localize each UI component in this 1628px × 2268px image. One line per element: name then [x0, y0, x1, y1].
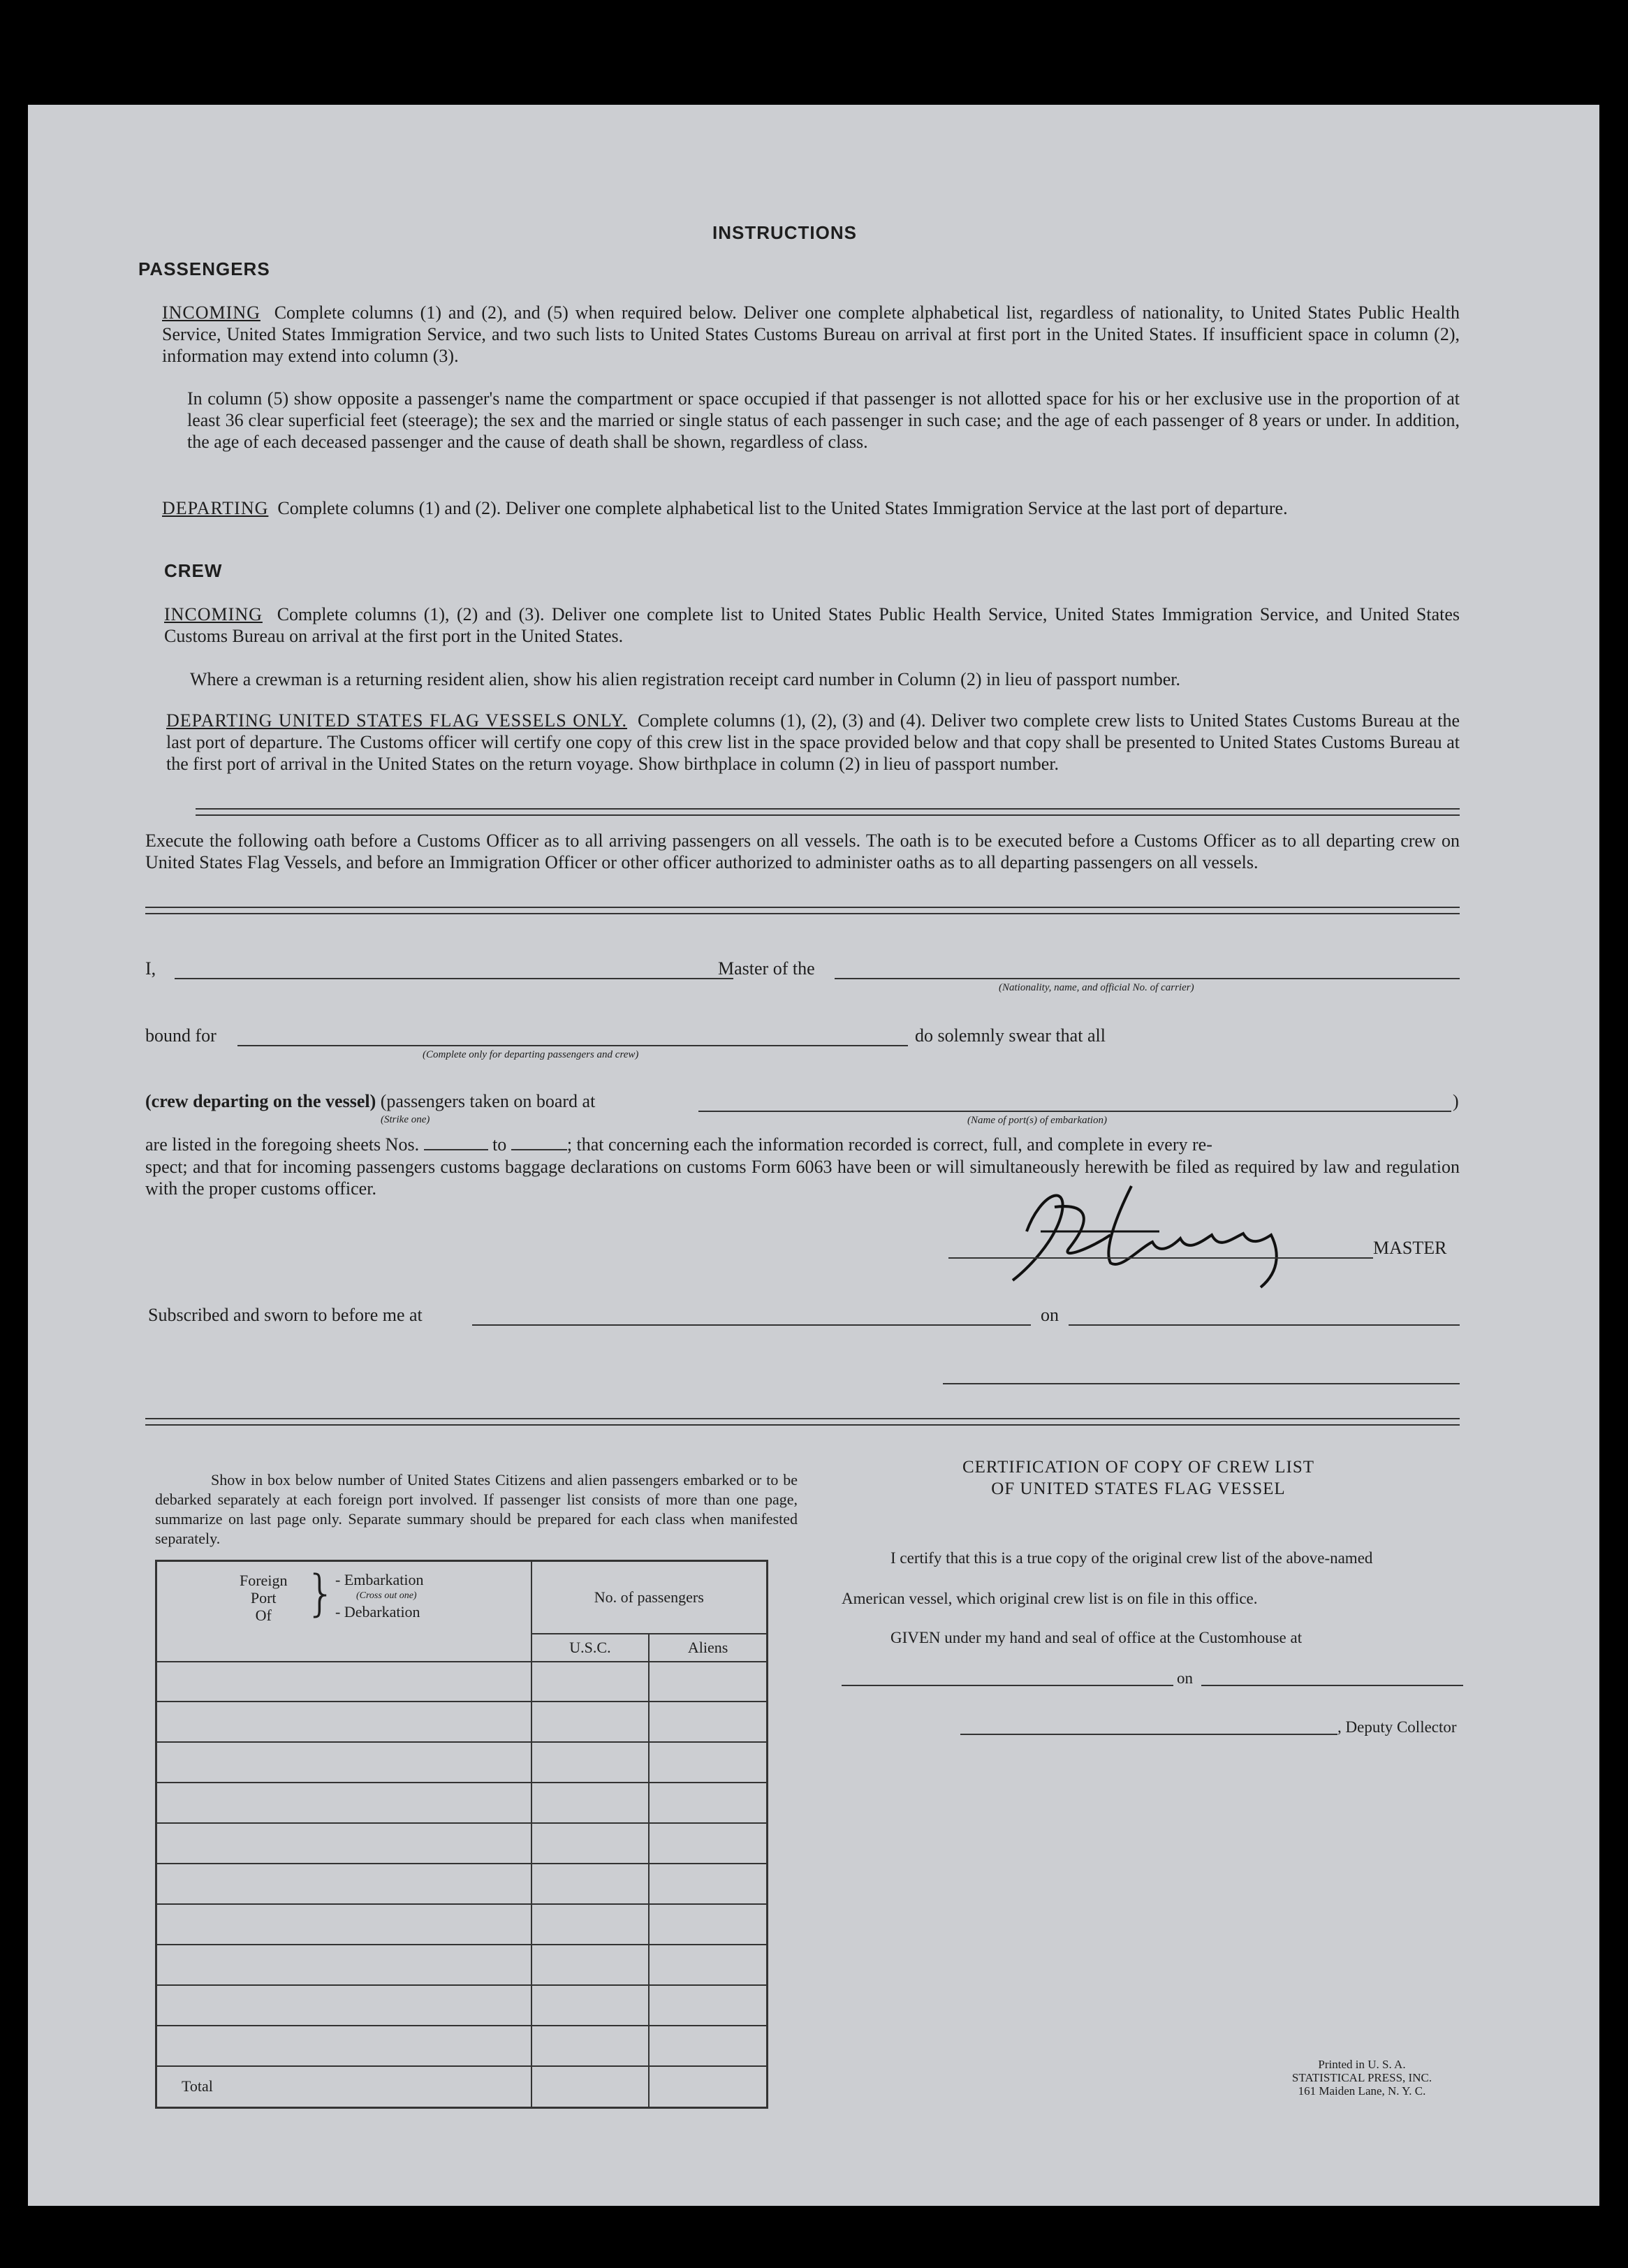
departing-text: Complete columns (1) and (2). Deliver one complete alphabetical list to the United States Immigration Service at the last port of departure. [277, 498, 1288, 518]
aliens-cell[interactable] [649, 1864, 767, 1904]
cert-date-field[interactable] [1201, 1685, 1463, 1686]
incoming-instructions [162, 302, 1460, 367]
debarkation-option[interactable]: - Debarkation [335, 1603, 420, 1620]
usc-cell[interactable] [531, 1904, 650, 1945]
aliens-cell[interactable] [649, 1783, 767, 1823]
certification-title-line2: OF UNITED STATES FLAG VESSEL [991, 1479, 1286, 1498]
bound-for-field[interactable] [237, 1045, 908, 1046]
crew-passengers-line [145, 1091, 595, 1112]
usc-total-cell[interactable] [531, 2066, 650, 2108]
departing-instructions [162, 497, 1460, 519]
ports-table [155, 1560, 768, 2109]
port-cell[interactable] [156, 1702, 531, 1742]
departing-label: DEPARTING [162, 498, 269, 518]
instructions-title: INSTRUCTIONS [712, 222, 857, 243]
oath-intro: Execute the following oath before a Customs Officer as to all arriving passengers on all vessels. The oath is to be executed before a Customs Officer as to all departing crew on United States Flag Vessels, and before an Immigration Officer or other officer authorized to administer oaths as to all departing passengers on all vessels. [145, 831, 1460, 872]
port-label: Port [250, 1589, 277, 1607]
no-of-passengers-header: No. of passengers [531, 1561, 768, 1634]
crew-incoming-instructions [164, 603, 1460, 647]
port-cell[interactable] [156, 1662, 531, 1702]
usc-cell[interactable] [531, 1662, 650, 1702]
summary-note: Show in box below number of United States Citizens and alien passengers embarked or to be debarked separately at each foreign port involved. If passenger list consists of more than one page, summarize on last page only. Separate summary should be prepared for each class when manifested separately. [155, 1471, 798, 1547]
printer-line2: STATISTICAL PRESS, INC. [1291, 2071, 1432, 2084]
master-of-the-label: Master of the [718, 958, 815, 979]
certification-title [887, 1456, 1390, 1500]
table-row [156, 1662, 768, 1702]
of-label: Of [255, 1607, 272, 1624]
total-row [156, 2066, 768, 2108]
crew-incoming-label: INCOMING [164, 604, 263, 624]
foreign-label: Foreign [240, 1572, 288, 1589]
usc-cell[interactable] [531, 1783, 650, 1823]
aliens-cell[interactable] [649, 2026, 767, 2066]
officer-signature-field[interactable] [943, 1383, 1460, 1384]
aliens-cell[interactable] [649, 1662, 767, 1702]
swear-text: do solemnly swear that all [915, 1025, 1106, 1046]
subscribed-label: Subscribed and sworn to before me at [148, 1305, 423, 1325]
usc-cell[interactable] [531, 1864, 650, 1904]
listed-line [145, 1134, 1212, 1155]
port-cell[interactable] [156, 1864, 531, 1904]
aliens-header: Aliens [649, 1634, 767, 1662]
carrier-field[interactable] [835, 978, 1460, 979]
port-caption: (Name of port(s) of embarkation) [967, 1115, 1107, 1126]
printer-line3: 161 Maiden Lane, N. Y. C. [1298, 2084, 1426, 2098]
carrier-caption: (Nationality, name, and official No. of carrier) [999, 982, 1194, 993]
listed-rest: spect; and that for incoming passengers customs baggage declarations on customs Form 6063 have been or will simultaneously herewith be filed as required by law and regulation with the proper customs officer. [145, 1157, 1460, 1199]
i-label: I, [145, 958, 156, 979]
sworn-place-field[interactable] [472, 1324, 1031, 1326]
usc-cell[interactable] [531, 1702, 650, 1742]
foreign-port-header [156, 1561, 531, 1662]
master-signature-line[interactable] [948, 1257, 1373, 1259]
aliens-cell[interactable] [649, 1702, 767, 1742]
close-paren: ) [1453, 1091, 1459, 1111]
sworn-on-label: on [1041, 1305, 1059, 1325]
usc-cell[interactable] [531, 2026, 650, 2066]
port-cell[interactable] [156, 1783, 531, 1823]
port-cell[interactable] [156, 1945, 531, 1985]
oath-divider [145, 907, 1460, 914]
embarkation-port-field[interactable] [698, 1111, 1451, 1112]
aliens-cell[interactable] [649, 1823, 767, 1864]
incoming-label: INCOMING [162, 302, 261, 323]
crew-departing-option[interactable]: (crew departing on the vessel) [145, 1091, 376, 1111]
port-cell[interactable] [156, 1904, 531, 1945]
aliens-cell[interactable] [649, 1945, 767, 1985]
usc-cell[interactable] [531, 1823, 650, 1864]
crew-incoming-text: Complete columns (1), (2) and (3). Deliver one complete list to United States Public Health Service, United States Immigration Service, and United States Customs Bureau on arrival at the first port in the United States. [164, 604, 1460, 646]
printer-line1: Printed in U. S. A. [1318, 2058, 1406, 2071]
listed-to: to [492, 1134, 507, 1155]
incoming-text: Complete columns (1) and (2), and (5) when required below. Deliver one complete alphabetical list, regardless of nationality, to United States Public Health Service, United States Immigration Service, and two such lists to United States Customs Bureau on arrival at first port in the United States. If insufficient space in column (2), information may extend into column (3). [162, 302, 1460, 366]
table-row [156, 1864, 768, 1904]
listed-post: ; that concerning each the information recorded is correct, full, and complete in every re- [566, 1134, 1212, 1155]
aliens-cell[interactable] [649, 1985, 767, 2026]
table-row [156, 1783, 768, 1823]
printer-imprint [1243, 2058, 1481, 2098]
customhouse-field[interactable] [842, 1685, 1173, 1686]
port-cell[interactable] [156, 1823, 531, 1864]
master-signature [950, 1165, 1362, 1291]
table-row [156, 1945, 768, 1985]
sheet-from-field[interactable] [424, 1149, 488, 1150]
usc-cell[interactable] [531, 1742, 650, 1783]
aliens-total-cell[interactable] [649, 2066, 767, 2108]
aliens-cell[interactable] [649, 1904, 767, 1945]
master-name-field[interactable] [175, 978, 733, 979]
crew-departing-instructions [166, 710, 1460, 775]
sworn-date-field[interactable] [1069, 1324, 1460, 1326]
table-row [156, 1702, 768, 1742]
passengers-heading: PASSENGERS [138, 258, 270, 279]
given-line: GIVEN under my hand and seal of office at the Customhouse at [890, 1629, 1303, 1646]
cross-out-caption: (Cross out one) [356, 1590, 417, 1601]
bound-caption: (Complete only for departing passengers and crew) [423, 1049, 639, 1060]
crew-heading: CREW [164, 560, 223, 581]
crew-alien-instructions: Where a crewman is a returning resident alien, show his alien registration receipt card number in Column (2) in lieu of passport number. [190, 669, 1181, 689]
bound-for-label: bound for [145, 1025, 217, 1046]
port-cell[interactable] [156, 2026, 531, 2066]
table-row [156, 2026, 768, 2066]
sheet-to-field[interactable] [511, 1149, 567, 1150]
lower-divider [145, 1418, 1460, 1426]
embarkation-option[interactable]: - Embarkation [335, 1571, 424, 1588]
section-divider [196, 808, 1460, 816]
certify-line2: American vessel, which original crew list is on file in this office. [842, 1590, 1258, 1607]
certify-line1: I certify that this is a true copy of the original crew list of the above-named [890, 1549, 1373, 1567]
usc-cell[interactable] [531, 1945, 650, 1985]
table-row [156, 1904, 768, 1945]
port-cell[interactable] [156, 1985, 531, 2026]
deputy-collector-field[interactable] [960, 1734, 1337, 1735]
passengers-taken-option[interactable]: (passengers taken on board at [380, 1091, 596, 1111]
usc-cell[interactable] [531, 1985, 650, 2026]
table-row [156, 1823, 768, 1864]
form-page [28, 105, 1599, 2206]
master-label: MASTER [1373, 1238, 1447, 1258]
table-row [156, 1742, 768, 1783]
port-cell[interactable] [156, 1742, 531, 1783]
certification-title-line1: CERTIFICATION OF COPY OF CREW LIST [962, 1458, 1315, 1477]
crew-departing-label: DEPARTING UNITED STATES FLAG VESSELS ONLY. [166, 710, 628, 731]
usc-header: U.S.C. [531, 1634, 650, 1662]
column5-instructions: In column (5) show opposite a passenger's name the compartment or space occupied if that passenger is not allotted space for his or her exclusive use in the proportion of at least 36 clear superficial feet (steerage); the sex and the married or single status of each passenger in such case; and the age of each passenger of 8 years or under. In addition, the age of each deceased passenger and the cause of death shall be shown, regardless of class. [187, 388, 1460, 452]
aliens-cell[interactable] [649, 1742, 767, 1783]
crew-departing-text: Complete columns (1), (2), (3) and (4). Deliver two complete crew lists to United States Customs Bureau at the last port of departure. The Customs officer will certify one copy of this crew list in the space provided below and that copy shall be presented to United States Customs Bureau at the first port of arrival in the United States on the return voyage. Show birthplace in column (2) in lieu of passport number. [166, 710, 1460, 774]
cert-on-label: on [1177, 1669, 1193, 1687]
total-label: Total [156, 2066, 531, 2108]
deputy-collector-label: , Deputy Collector [1337, 1718, 1457, 1736]
listed-pre: are listed in the foregoing sheets Nos. [145, 1134, 420, 1155]
table-row [156, 1985, 768, 2026]
strike-one-caption: (Strike one) [381, 1114, 430, 1125]
brace-glyph: } [305, 1565, 337, 1622]
